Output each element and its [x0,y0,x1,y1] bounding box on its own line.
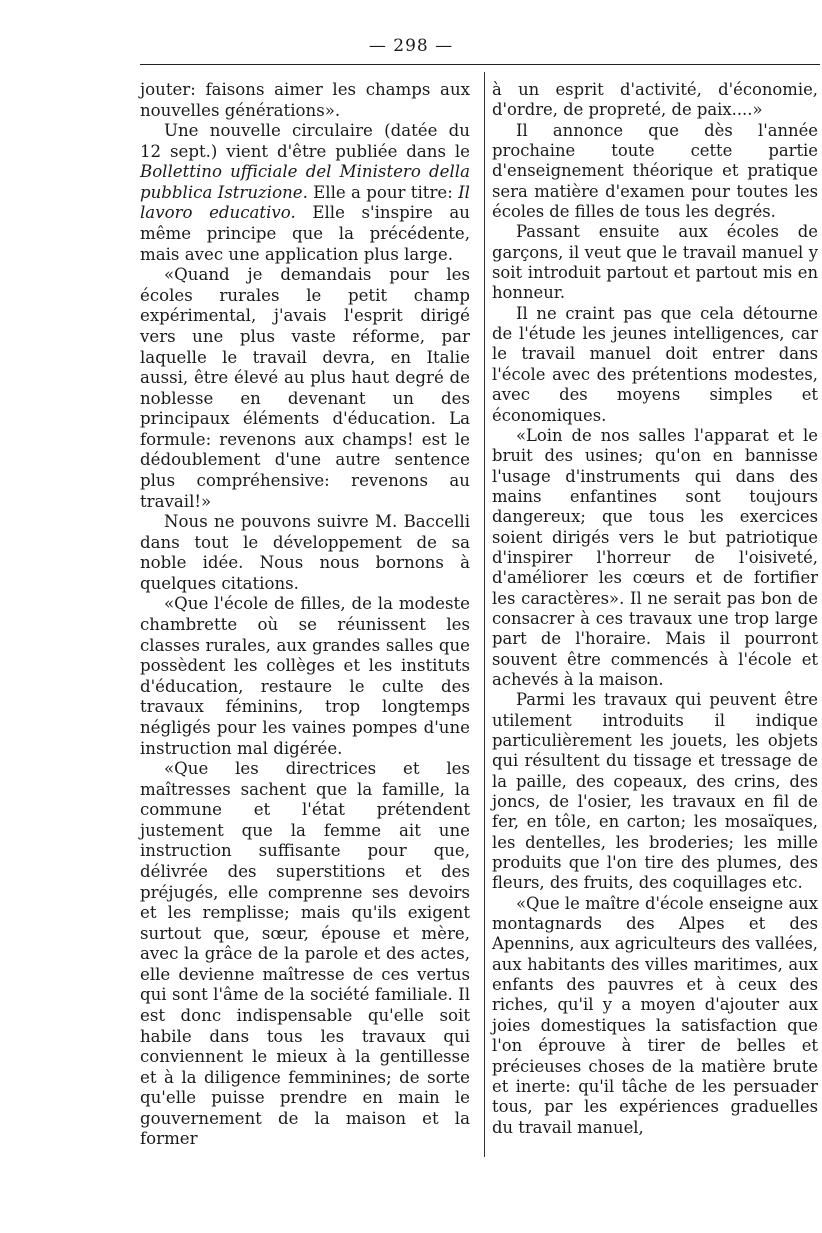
column-divider [484,72,485,1157]
paragraph: «Quand je demandais pour les écoles rurales le petit champ expérimental, j'avais l'esprit dirigé vers une plus vaste réforme, par laquelle le travail devra, en Italie aussi, être élevé au plus haut degré de noblesse en devenant un des principaux éléments d'éducation. La formule: revenons aux champs! est le dédoublement d'une autre sentence plus compréhensive: revenons au travail!» [140,265,470,511]
right-column [492,80,818,1138]
paragraph: «Que l'école de filles, de la modeste chambrette où se réunissent les classes rurales, aux grandes salles que possèdent les collèges et les instituts d'éducation, restaure le culte des travaux féminins, trop longtemps négligés pour les vaines pompes d'une instruction mal digérée. [140,594,470,758]
paragraph: Il ne craint pas que cela détourne de l'étude les jeunes intelligences, car le travail manuel doit entrer dans l'école avec des prétentions modestes, avec des moyens simples et économiques. [492,303,818,425]
paragraph: «Que les directrices et les maîtresses sachent que la famille, la commune et l'état prétendent justement que la femme ait une instruction suffisante pour que, délivrée des superstitions et des préjugés, elle comprenne ses devoirs et les remplisse; mais qu'ils exigent surtout que, sœur, épouse et mère, avec la grâce de la parole et des actes, elle devienne maîtresse de ces vertus qui sont l'âme de la société familiale. Il est donc indispensable qu'elle soit habile dans tous les travaux qui conviennent le mieux à la gentillesse et à la diligence femminines; de sorte qu'elle puisse prendre en main le gouvernement de la maison et la former [140,759,470,1149]
paragraph: «Loin de nos salles l'apparat et le bruit des usines; qu'on en bannisse l'usage d'instruments qui dans des mains enfantines sont toujours dangereux; que tous les exercices soient dirigés vers le but patriotique d'inspirer l'horreur de l'oisiveté, d'améliorer les cœurs et de fortifier les caractères». Il ne serait pas bon de consacrer à ces travaux une trop large part de l'horaire. Mais il pourront souvent être commencés à l'école et achevés à la maison. [492,425,818,689]
paragraph: «Que le maître d'école enseigne aux montagnards des Alpes et des Apennins, aux agriculteurs des vallées, aux habitants des villes maritimes, aux enfants des pauvres et à ceux des riches, qu'il y a moyen d'ajouter aux joies domestiques la satisfaction que l'on éprouve à tirer de belles et précieuses choses de la matière brute et inerte: qu'il tâche de les persuader tous, par les expériences graduelles du travail manuel, [492,893,819,1137]
paragraph: jouter: faisons aimer les champs aux nouvelles générations». [140,80,470,120]
paragraph: Passant ensuite aux écoles de garçons, il veut que le travail manuel y soit introduit partout et partout mis en honneur. [492,222,818,303]
paragraph: Nous ne pouvons suivre M. Baccelli dans tout le développement de sa noble idée. Nous nous bornons à quelques citations. [140,512,470,593]
paragraph: Parmi les travaux qui peuvent être utilement introduits il indique particulièrement les jouets, les objets qui résultent du tissage et tressage de la paille, des copeaux, des crins, des joncs, de l'osier, les travaux en fil de fer, en tôle, en carton; les mosaïques, les dentelles, les broderies; les mille produits que l'on tire des plumes, des fleurs, des fruits, des coquillages etc. [492,690,818,893]
page-number: — 298 — [368,36,454,56]
header-rule [140,64,820,65]
left-column [140,80,470,1150]
paragraph: Une nouvelle circulaire (datée du 12 sept.) vient d'être publiée dans le Bollettino ufficiale del Ministero della pubblica Istruzione. Elle a pour titre: Il lavoro educativo. Elle s'inspire au même principe que la précédente, mais avec une application plus large. [140,121,470,264]
paragraph: à un esprit d'activité, d'économie, d'ordre, de propreté, de paix....» [492,80,818,120]
paragraph: Il annonce que dès l'année prochaine toute cette partie d'enseignement théorique et pratique sera matière d'examen pour toutes les écoles de filles de tous les degrés. [492,120,818,222]
